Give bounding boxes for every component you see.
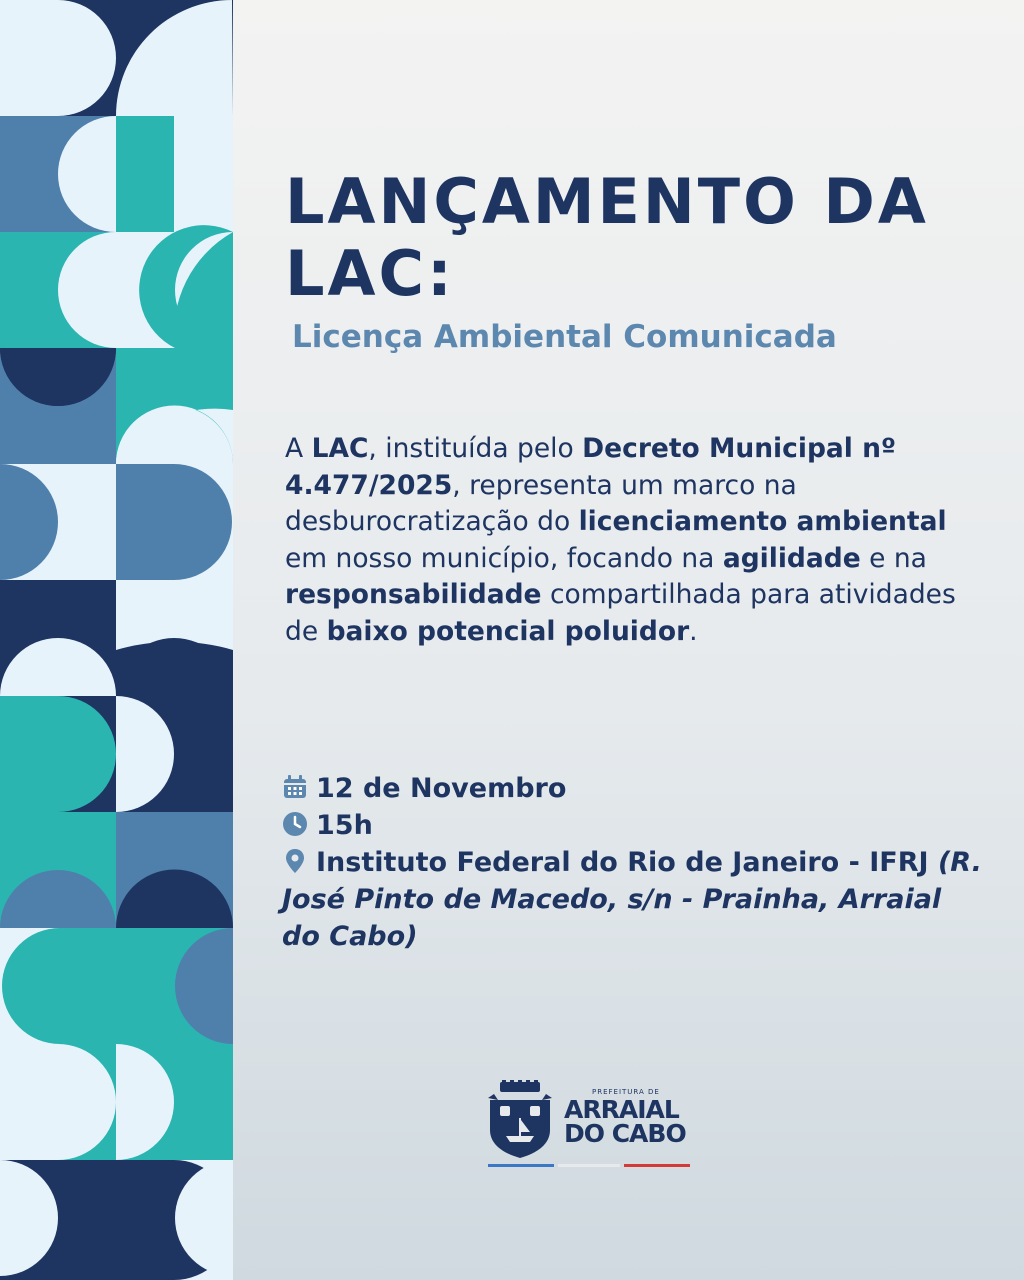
body-highlight: baixo potencial poluidor <box>326 615 690 647</box>
body-text: , representa um marco na desburocratização do <box>285 469 797 537</box>
clock-icon <box>282 811 308 837</box>
event-place <box>282 844 982 955</box>
event-date <box>282 770 982 807</box>
logo-line2: DO CABO <box>564 1119 686 1148</box>
body-text: compartilhada para atividades de <box>285 579 956 647</box>
logo-line1: ARRAIAL <box>564 1095 679 1124</box>
location-pin-icon <box>282 848 308 874</box>
body-text: em nosso município, focando na <box>285 542 723 574</box>
body-highlight: licenciamento ambiental <box>578 506 947 537</box>
logo-prefix: PREFEITURA DE <box>592 1088 660 1096</box>
event-time-text: 15h <box>316 810 373 841</box>
event-date-text: 12 de Novembro <box>316 773 567 804</box>
event-info <box>282 770 982 955</box>
body-text: , instituída pelo <box>368 433 583 464</box>
body-highlight: LAC <box>311 433 369 464</box>
body-text: e na <box>860 542 927 574</box>
calendar-icon <box>282 774 308 800</box>
event-place-text: Instituto Federal do Rio de Janeiro - IFRJ <box>316 847 938 878</box>
body-highlight: agilidade <box>722 542 861 574</box>
page-subtitle: Licença Ambiental Comunicada <box>292 319 837 355</box>
page-title: LANÇAMENTO DA LAC: <box>285 165 929 310</box>
description-text <box>285 431 965 650</box>
event-address-text: (R. José Pinto de Macedo, s/n - Prainha, Arraial do Cabo) <box>282 847 982 952</box>
event-time <box>282 807 982 844</box>
body-text: A <box>285 433 312 464</box>
body-highlight: responsabilidade <box>285 579 542 610</box>
geometric-pattern <box>0 0 233 1280</box>
body-text: . <box>689 615 698 647</box>
body-highlight: Decreto Municipal nº 4.477/2025 <box>285 433 896 501</box>
